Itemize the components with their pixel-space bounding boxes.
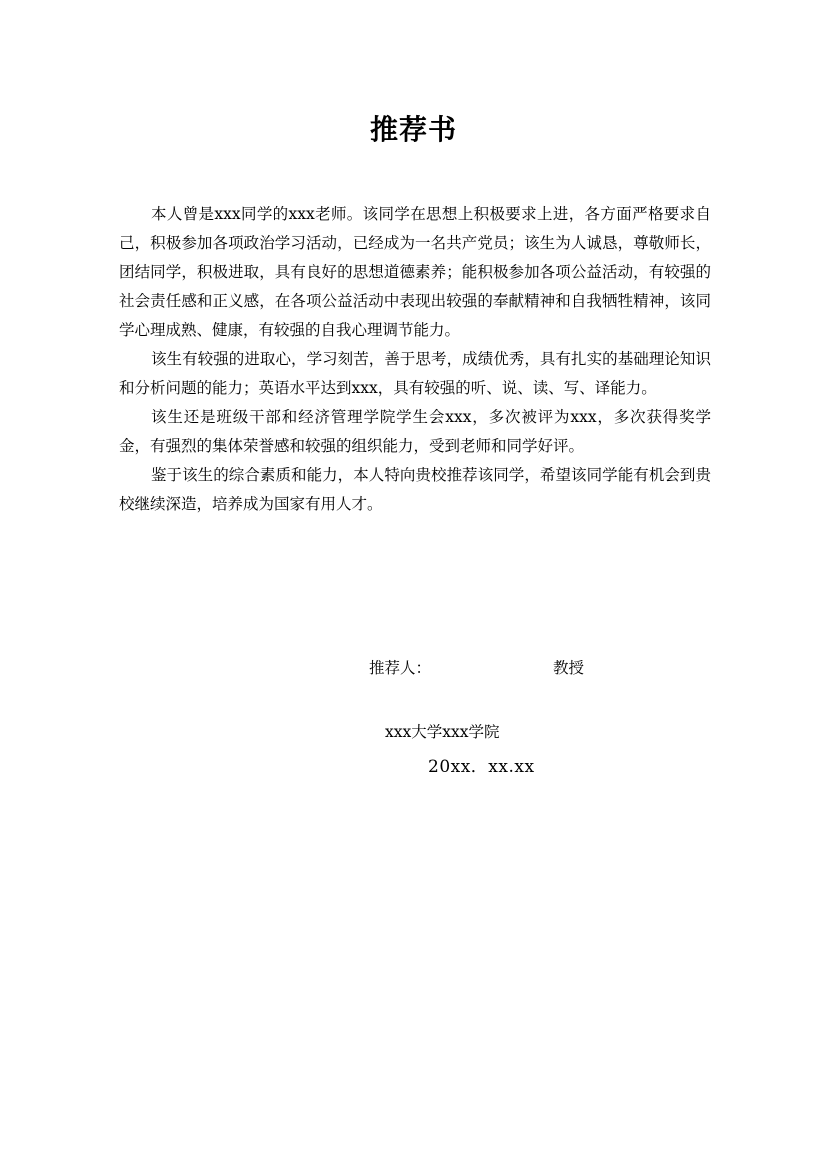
document-title: 推荐书	[369, 113, 457, 146]
paragraph-1: 本人曾是xxx同学的xxx老师。该同学在思想上积极要求上进，各方面严格要求自己，积极参加各项政治学习活动，已经成为一名共产党员；该生为人诚恳，尊敬师长，团结同学，积极进取，具有良好的思想道德素养；能积极参加各项公益活动，有较强的社会责任感和正义感，在各项公益活动中表现出较强的奉献精神和自我牺牲精神，该同学心理成熟、健康，有较强的自我心理调节能力。	[119, 205, 711, 339]
recommender-title: 教授	[553, 659, 585, 677]
letter-body	[119, 200, 711, 519]
paragraph-3: 该生还是班级干部和经济管理学院学生会xxx，多次被评为xxx，多次获得奖学金，有强烈的集体荣誉感和较强的组织能力，受到老师和同学好评。	[119, 408, 711, 455]
letter-date: 20xx．xx.xx	[428, 757, 535, 777]
institution-name: xxx大学xxx学院	[385, 723, 500, 741]
paragraph-4: 鉴于该生的综合素质和能力，本人特向贵校推荐该同学，希望该同学能有机会到贵校继续深造，培养成为国家有用人才。	[119, 466, 711, 513]
recommender-label: 推荐人：	[369, 659, 432, 677]
paragraph-2: 该生有较强的进取心，学习刻苦，善于思考，成绩优秀，具有扎实的基础理论知识和分析问题的能力；英语水平达到xxx，具有较强的听、说、读、写、译能力。	[119, 350, 711, 397]
